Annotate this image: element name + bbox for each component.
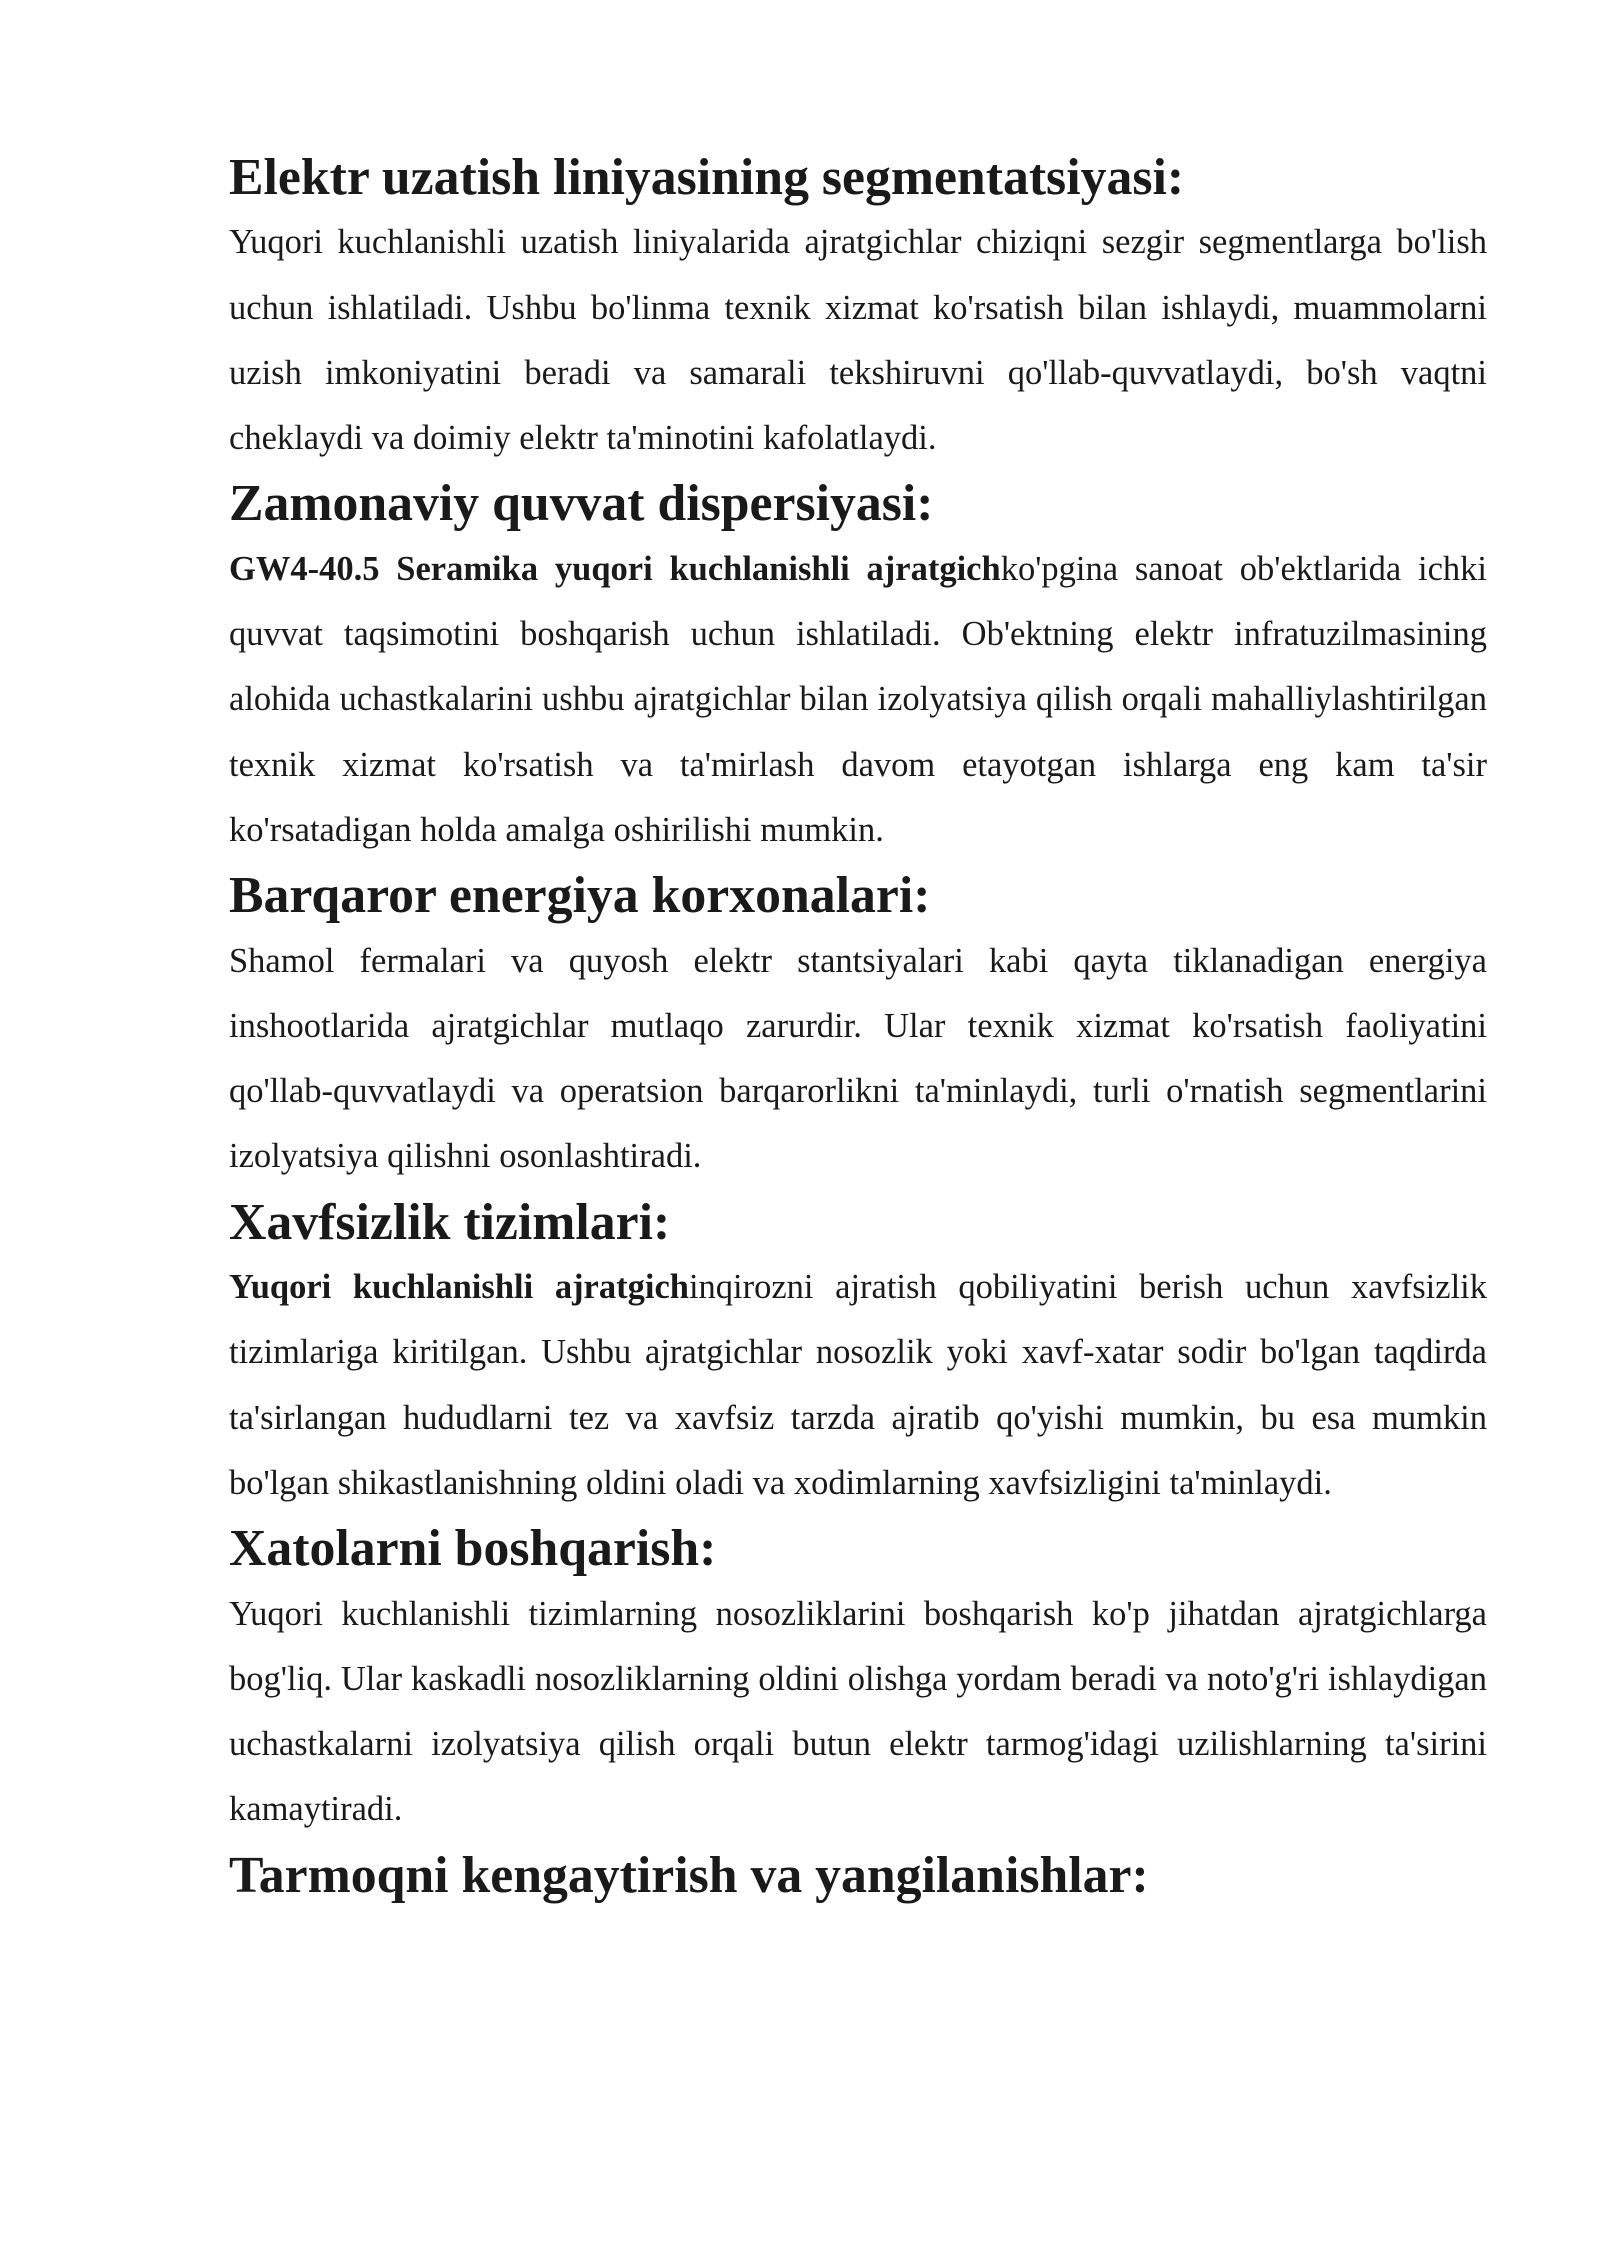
section-heading-sustainable-energy: Barqaror energiya korxonalari: (229, 867, 931, 925)
section-heading-network-expansion: Tarmoqni kengaytirish va yangilanishlar: (229, 1846, 1149, 1904)
section-text: ko'pgina sanoat ob'ektlarida ichki quvvat taqsimotini boshqarish uchun ishlatiladi. Ob'ektning elektr infratuzilmasining alohida uchastkalarini ushbu ajratgichlar bilan izolyatsiya qilish orqali mahalliylashtirilgan texnik xizmat ko'rsatish va ta'mirlash davom etayotgan ishlarga eng kam ta'sir ko'rsatadigan holda amalga oshirilishi mumkin. (229, 549, 1488, 849)
section-text: Yuqori kuchlanishli tizimlarning nosozliklarini boshqarish ko'p jihatdan ajratgichlarga bog'liq. Ular kaskadli nosozliklarning oldini olishga yordam beradi va noto'g'ri ishlaydigan uchastkalarni izolyatsiya qilish orqali butun elektr tarmog'idagi uzilishlarning ta'sirini kamaytiradi. (229, 1594, 1487, 1829)
section-lead-term: Yuqori kuchlanishli ajratgich (229, 1268, 689, 1307)
section-text: Shamol fermalari va quyosh elektr stantsiyalari kabi qayta tiklanadigan energiya inshootlarida ajratgichlar mutlaqo zarurdir. Ular texnik xizmat ko'rsatish faoliyatini qo'llab-quvvatlaydi va operatsion barqarorlikni ta'minlaydi, turli o'rnatish segmentlarini izolyatsiya qilishni osonlashtiradi. (229, 941, 1487, 1176)
section-heading-safety-systems: Xavfsizlik tizimlari: (229, 1193, 671, 1251)
section-body-line-segmentation (229, 210, 1487, 471)
section-text: Yuqori kuchlanishli uzatish liniyalarida ajratgichlar chiziqni sezgir segmentlarga bo'lish uchun ishlatiladi. Ushbu bo'linma texnik xizmat ko'rsatish bilan ishlaydi, muammolarni uzish imkoniyatini beradi va samarali tekshiruvni qo'llab-quvvatlaydi, bo'sh vaqtni cheklaydi va doimiy elektr ta'minotini kafolatlaydi. (229, 223, 1487, 458)
section-body-safety-systems (229, 1255, 1487, 1516)
section-heading-line-segmentation: Elektr uzatish liniyasining segmentatsiyasi: (229, 149, 1185, 206)
section-text: inqirozni ajratish qobiliyatini berish uchun xavfsizlik tizimlariga kiritilgan. Ushbu ajratgichlar nosozlik yoki xavf-xatar sodir bo'lgan taqdirda ta'sirlangan hududlarni tez va xavfsiz tarzda ajratib qo'yishi mumkin, bu esa mumkin bo'lgan shikastlanishning oldini oladi va xodimlarning xavfsizligini ta'minlaydi. (229, 1268, 1487, 1502)
section-body-fault-management (229, 1582, 1487, 1843)
section-lead-term: GW4-40.5 Seramika yuqori kuchlanishli ajratgich (229, 549, 1001, 588)
section-body-power-dispersion (229, 537, 1487, 863)
section-heading-power-dispersion: Zamonaviy quvvat dispersiyasi: (229, 475, 934, 533)
section-heading-fault-management: Xatolarni boshqarish: (229, 1520, 717, 1578)
document-page (229, 145, 1487, 1908)
section-body-sustainable-energy (229, 929, 1487, 1190)
